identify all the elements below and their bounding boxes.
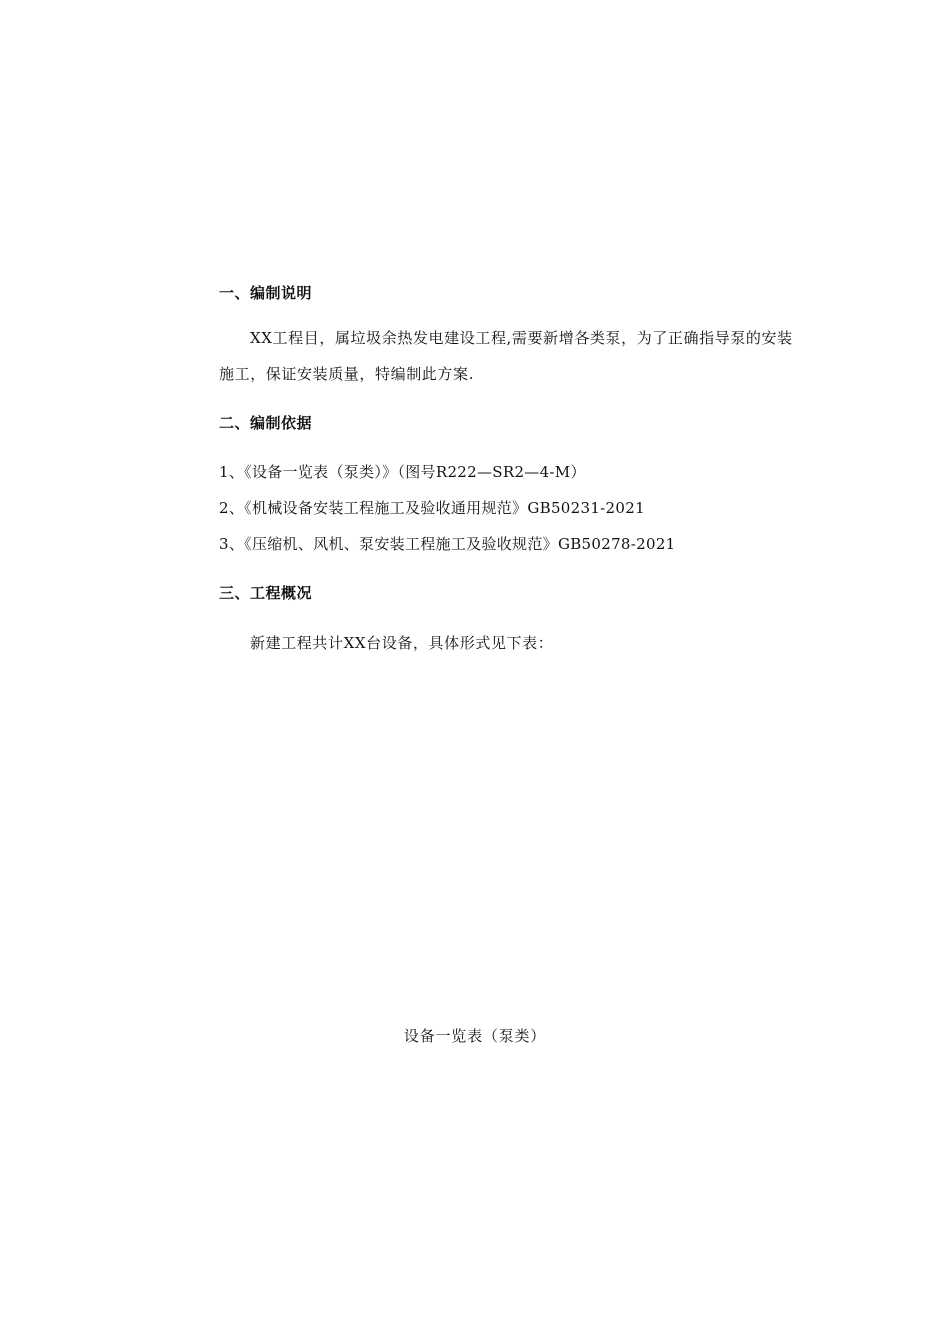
section-3-paragraph: 新建工程共计XX台设备，具体形式见下表： — [250, 634, 554, 652]
section-1-paragraph-line-1: XX工程目，属垃圾余热发电建设工程,需要新增各类泵，为了正确指导泵的安装 — [250, 329, 793, 347]
reference-item-3: 3、《压缩机、风机、泵安装工程施工及验收规范》GB50278-2021 — [219, 535, 676, 553]
reference-item-2: 2、《机械设备安装工程施工及验收通用规范》GB50231-2021 — [219, 499, 645, 517]
section-1-heading: 一、编制说明 — [219, 284, 313, 302]
section-3-heading: 三、工程概况 — [219, 584, 313, 602]
section-2-heading: 二、编制依据 — [219, 414, 313, 432]
section-1-paragraph-line-2: 施工，保证安装质量，特编制此方案. — [219, 365, 474, 383]
reference-item-1: 1、《设备一览表（泵类）》（图号R222—SR2—4-M） — [219, 463, 586, 481]
table-caption: 设备一览表（泵类） — [403, 1027, 547, 1045]
